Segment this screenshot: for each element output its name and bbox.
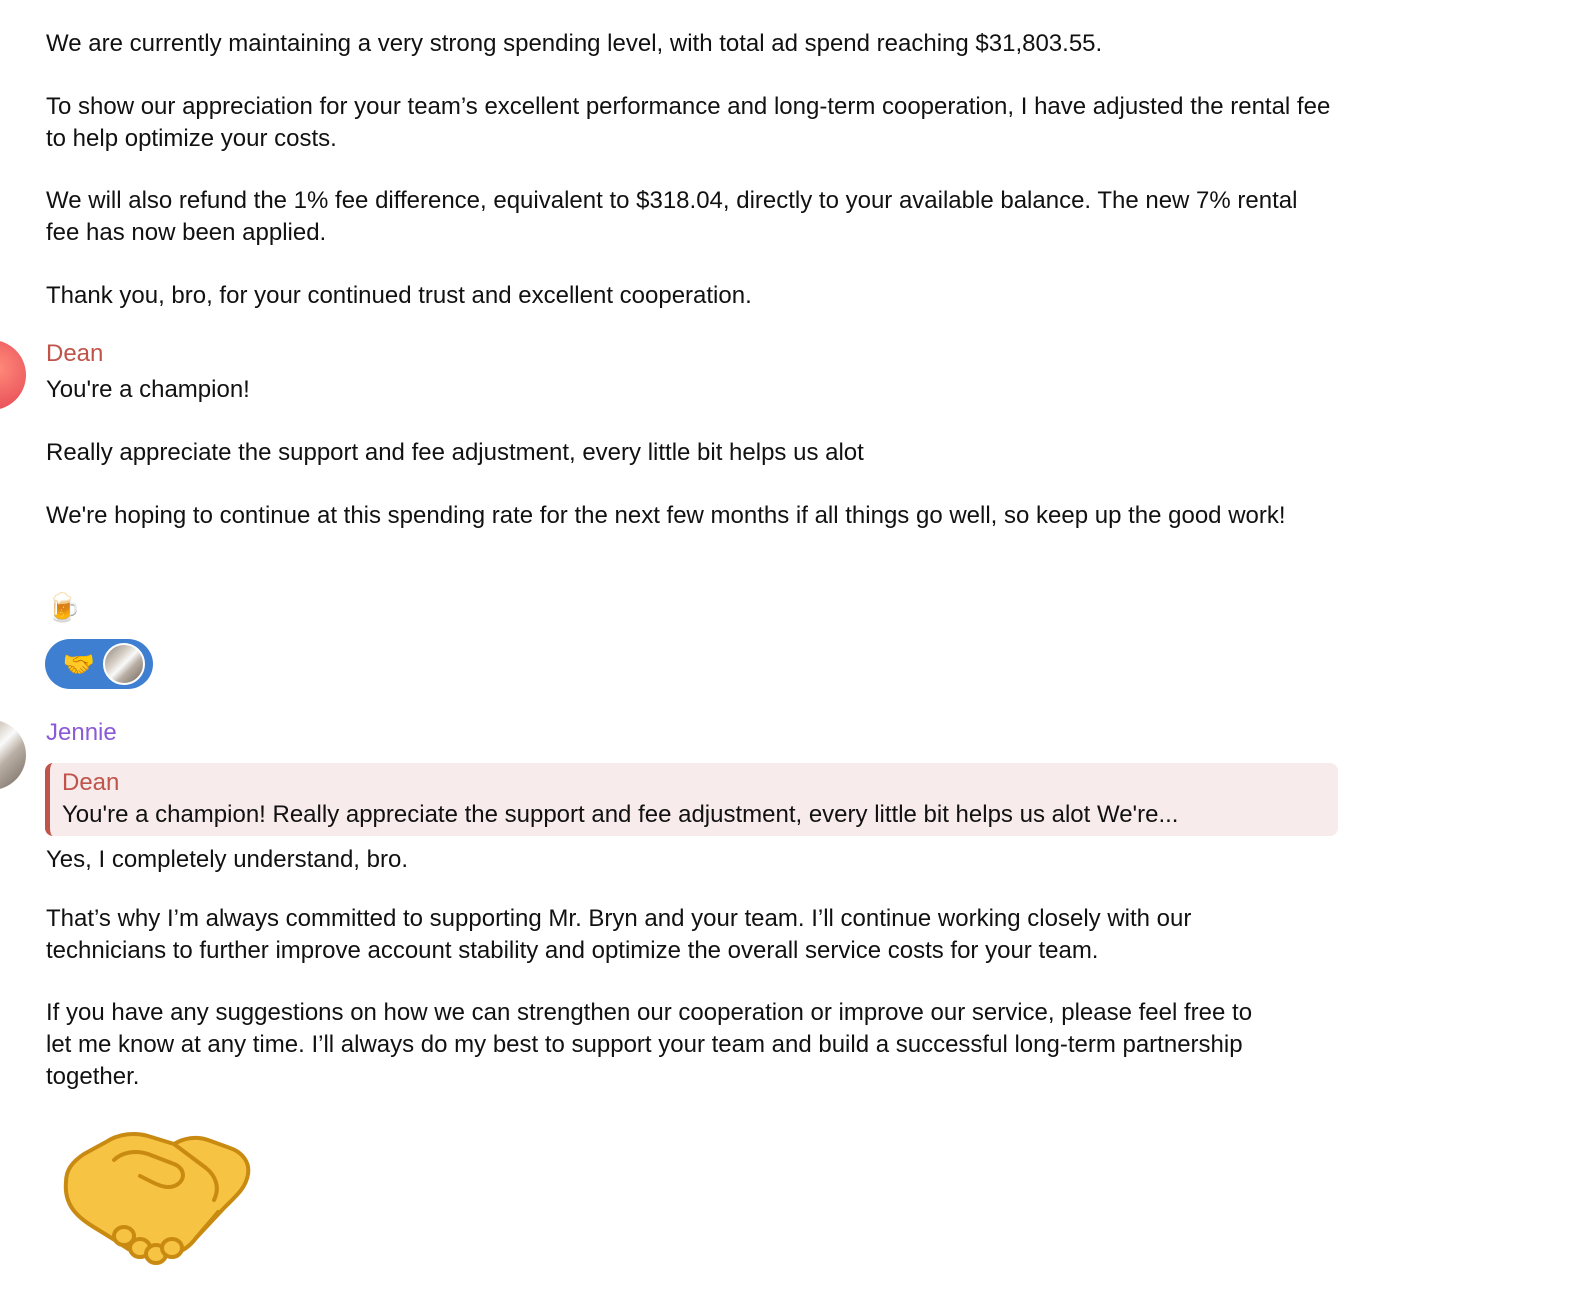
reply-quote-text: You're a champion! Really appreciate the support and fee adjustment, every little bit helps us alot We're... (62, 801, 1179, 828)
message-paragraph: You're a champion! (46, 376, 250, 403)
reaction-pill[interactable] (45, 639, 153, 689)
sender-name-jennie[interactable]: Jennie (46, 719, 117, 746)
message-paragraph: We will also refund the 1% fee difference, equivalent to $318.04, directly to your available balance. The new 7% rental fee has now been applied. (46, 187, 1298, 246)
message-paragraph: Thank you, bro, for your continued trust and excellent cooperation. (46, 282, 752, 309)
reply-quote[interactable] (45, 763, 1338, 836)
avatar-dean[interactable] (0, 340, 26, 410)
beer-mug-icon: 🍺 (46, 592, 81, 623)
message-paragraph: Really appreciate the support and fee adjustment, every little bit helps us alot (46, 439, 864, 466)
message-paragraph: That’s why I’m always committed to supporting Mr. Bryn and your team. I’ll continue working closely with our technicians to further improve account stability and optimize the overall service costs for your team. (46, 905, 1192, 964)
message-paragraph: We're hoping to continue at this spending rate for the next few months if all things go well, so keep up the good work! (46, 502, 1286, 529)
message-paragraph: If you have any suggestions on how we can strengthen our cooperation or improve our service, please feel free to let me know at any time. I’ll always do my best to support your team and build a successful long-term partnership together. (46, 999, 1253, 1090)
handshake-sticker-icon (56, 1124, 256, 1274)
sender-name-dean[interactable]: Dean (46, 340, 104, 367)
message-paragraph: We are currently maintaining a very strong spending level, with total ad spend reaching $31,803.55. (46, 30, 1103, 57)
message-paragraph: Yes, I completely understand, bro. (46, 846, 408, 873)
message-paragraph: To show our appreciation for your team’s excellent performance and long-term cooperation, I have adjusted the rental fee to help optimize your costs. (46, 93, 1331, 152)
reply-quote-sender: Dean (62, 769, 120, 796)
handshake-icon: 🤝 (62, 649, 96, 679)
reaction-avatar-jennie (103, 643, 145, 685)
avatar-jennie[interactable] (0, 720, 26, 790)
